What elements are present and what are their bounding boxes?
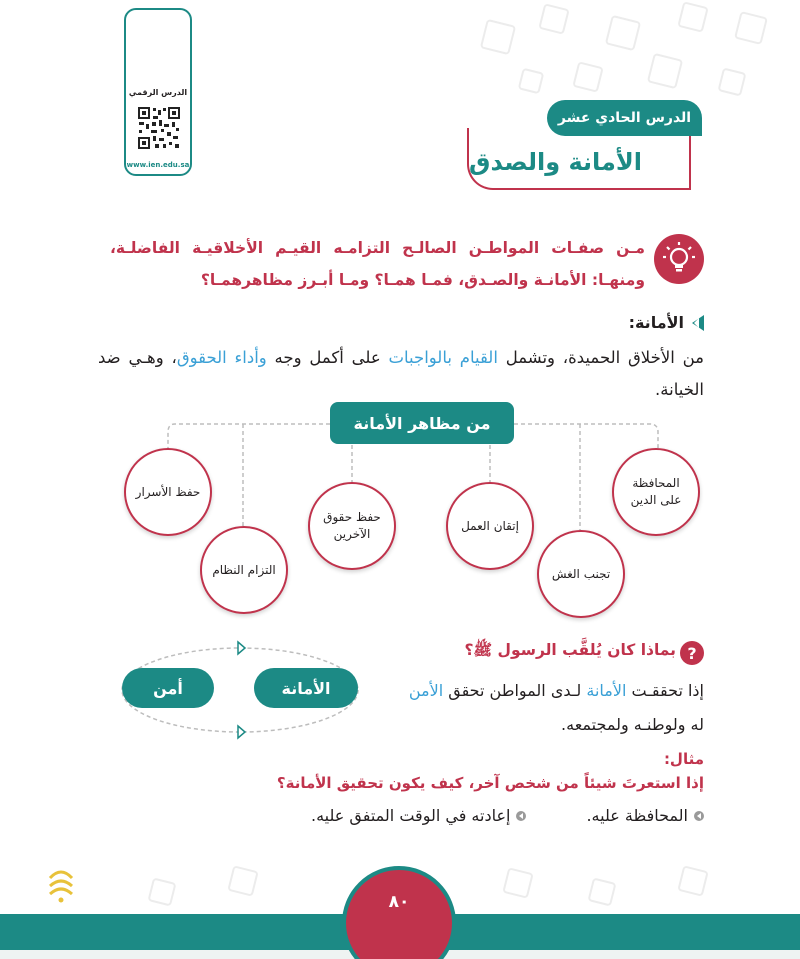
- bg-tile: [587, 877, 616, 906]
- highlight-security: الأمن: [408, 681, 444, 700]
- cycle-arrow-icon: [238, 726, 245, 738]
- definition-text: على أكمل وجه: [266, 348, 389, 367]
- manifestation-item: حفظ حقوق الآخرين: [308, 482, 396, 570]
- question-icon: ?: [680, 641, 704, 665]
- lesson-title-box: [467, 128, 691, 190]
- example-bullets: [311, 806, 704, 825]
- bg-tile: [480, 19, 516, 55]
- digital-lesson-card[interactable]: [124, 8, 192, 176]
- example-label: مثال:: [663, 750, 704, 768]
- publisher-logo-icon: [44, 864, 78, 904]
- intro-text: مـن صفـات المواطـن الصالـح التزامـه القيـم الأخلاقيـة الفاضلـة، ومنهـا: الأمانـة والصـدق، فمـا همـا؟ ومـا أبـرز مظاهرهمـا؟: [110, 239, 645, 289]
- example-question: إذا استعرتَ شيئاً من شخص آخر، كيف يكون تحقيق الأمانة؟: [276, 774, 704, 792]
- lesson-number-label: الدرس الحادي عشر: [547, 100, 702, 136]
- manifestations-title: من مظاهر الأمانة: [330, 402, 514, 444]
- cycle-security-pill: أمن: [122, 668, 214, 708]
- bg-tile: [677, 1, 709, 33]
- bullet-icon: [516, 811, 526, 821]
- example-bullet-text: المحافظة عليه.: [586, 806, 688, 825]
- lightbulb-icon: [654, 234, 704, 284]
- bg-tile: [147, 877, 176, 906]
- bg-tile: [734, 11, 768, 45]
- example-bullet-text: إعادته في الوقت المتفق عليه.: [310, 806, 511, 825]
- bg-tile: [538, 3, 570, 35]
- qr-card-url[interactable]: www.ien.edu.sa: [126, 161, 190, 169]
- highlight-rights: وأداء الحقوق: [176, 348, 267, 367]
- example-bullet: [586, 806, 704, 825]
- answer-part: لـدى المواطن تحقق: [443, 681, 587, 700]
- bg-tile: [717, 67, 746, 96]
- manifestation-item: المحافظة على الدين: [612, 448, 700, 536]
- bg-tile: [677, 865, 709, 897]
- amanah-definition: [98, 342, 704, 406]
- manifestation-item: إتقان العمل: [446, 482, 534, 570]
- manifestation-item: حفظ الأسرار: [124, 448, 212, 536]
- section-heading: [629, 313, 704, 332]
- manifestation-item: تجنب الغش: [537, 530, 625, 618]
- bg-tile: [502, 867, 534, 899]
- answer-part: له ولوطنـه ولمجتمعه.: [561, 715, 704, 734]
- bg-tile: [227, 865, 259, 897]
- answer-part: إذا تحققـت: [626, 681, 704, 700]
- highlight-duties: القيام بالواجبات: [388, 348, 498, 367]
- answer-text: [400, 674, 704, 742]
- qr-code-icon[interactable]: [137, 106, 181, 150]
- definition-text: من الأخلاق الحميدة، وتشمل: [497, 348, 705, 367]
- page-number-text: ٨٠: [388, 892, 410, 912]
- bg-tile: [605, 15, 641, 51]
- question-text: بماذا كان يُلقَّب الرسول ﷺ؟: [464, 641, 676, 659]
- highlight-amanah: الأمانة: [586, 681, 627, 700]
- qr-card-title: الدرس الرقمي: [128, 88, 188, 97]
- example-bullet: [311, 806, 526, 825]
- page-number: [342, 866, 456, 959]
- manifestation-item: التزام النظام: [200, 526, 288, 614]
- definition-text: ، وهـي ضد الخيانة.: [98, 348, 704, 399]
- lesson-title: الأمانة والصدق: [469, 148, 643, 176]
- cycle-arrow-icon: [238, 642, 245, 654]
- bg-tile: [518, 68, 545, 95]
- triangle-marker-icon: [690, 315, 704, 331]
- bg-tile: [647, 53, 683, 89]
- bg-tile: [572, 61, 604, 93]
- bullet-icon: [694, 811, 704, 821]
- cycle-amanah-pill: الأمانة: [254, 668, 358, 708]
- section-heading-text: الأمانة:: [628, 313, 684, 332]
